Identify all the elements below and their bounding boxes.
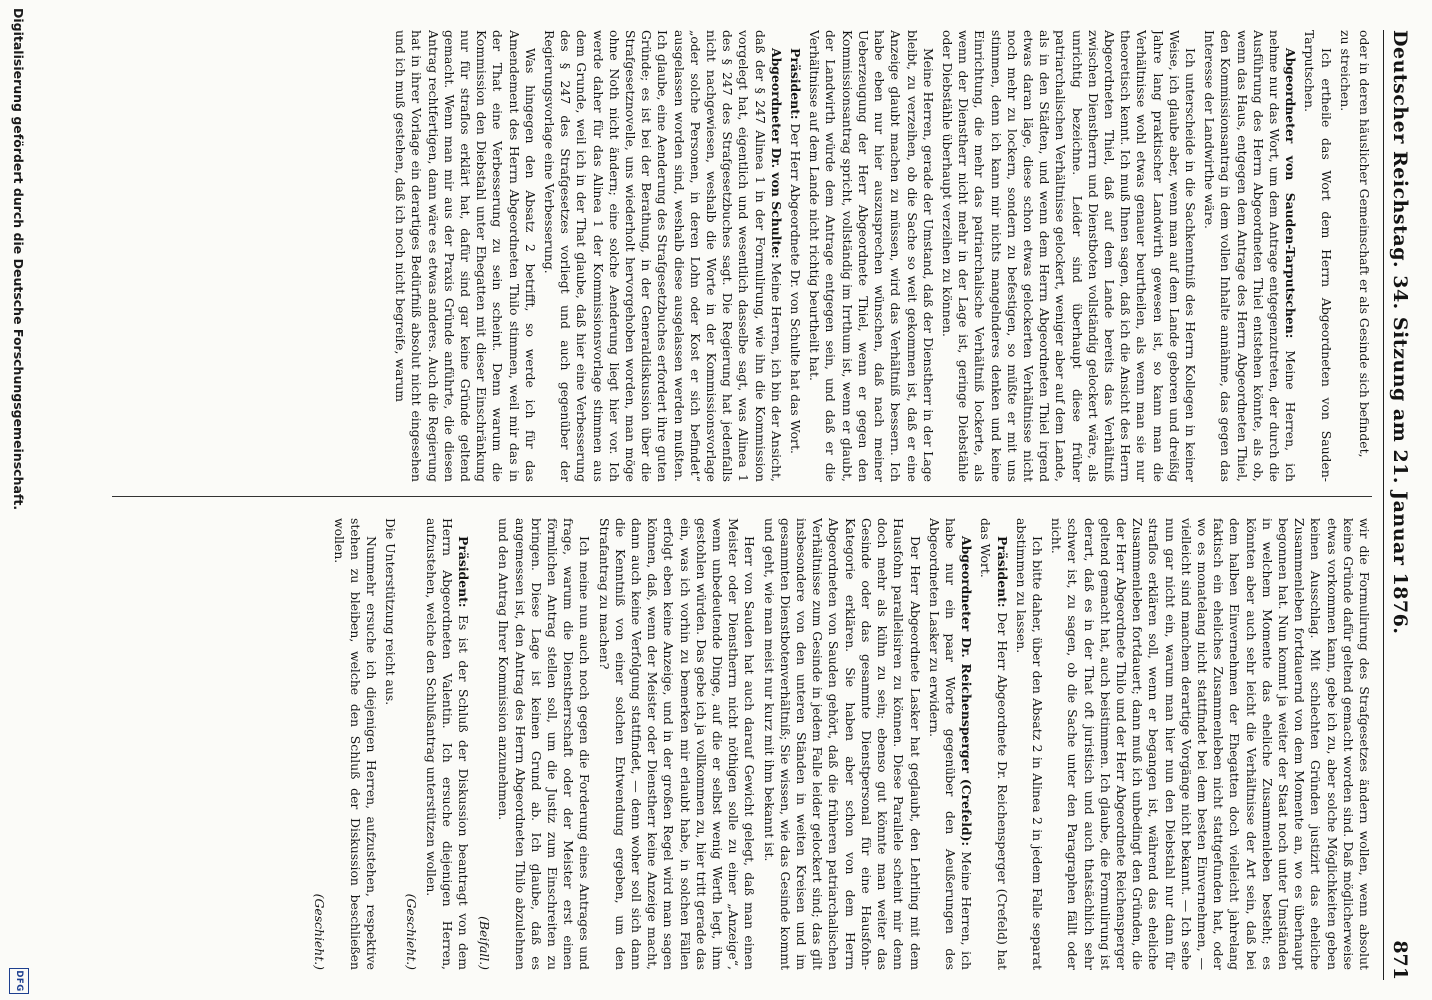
column-divider — [112, 496, 1372, 497]
right-column — [112, 518, 1372, 970]
paragraph — [1356, 30, 1372, 482]
paragraph — [1301, 30, 1333, 482]
paragraph-text: Es ist der Schluß der Diskussion beantragt von dem Herrn Abgeordneten Valentin. Ich ersuche diejenigen Herren, aufzustehen, welche den Schlußantrag unterstützen wollen. — [423, 518, 472, 970]
paragraph — [1201, 30, 1298, 482]
stage-direction: (Beifall.) — [477, 916, 493, 970]
paragraph — [422, 518, 471, 970]
paragraph-text: Der Herr Abgeordnete Lasker hat geglaubt, den Lehrling mit dem Hausfohn parallelisiren zu können. Diese Parallele scheint mir denn doch mehr als kühn zu sein; ebenso gut könnte man weiter das Gesinde oder das gesammte Dienstpersonal für eine Hausfohn-Kategorie erklären. Sie haben aber schon von dem Herrn Abgeordneten von Sauden gehört, daß die früheren patriarchalischen Verhältnisse zum Gesinde in jedem Falle leider gelockert sind; das gilt insbesondere von den unteren Ständen in weiten Kreisen und im gesammten Dienstbotenverhältniß; Sie wissen, wie das Gesinde kommt und geht, wie man meist nur kurz mit ihm bekannt ist. — [761, 518, 923, 970]
paragraph-text: Der Herr Abgeordnete Dr. von Schulte hat das Wort. — [788, 123, 804, 454]
paragraph — [595, 518, 757, 970]
paragraph — [926, 518, 975, 970]
speaker-name: Abgeordneter Dr. Reichensperger (Crefeld): — [959, 536, 975, 847]
paragraph — [382, 518, 398, 970]
stage-direction: (Geschieht.) — [312, 893, 328, 970]
header-title: Deutscher Reichstag. 34. Sitzung am 21. Januar 1876. — [1389, 30, 1411, 635]
paragraph-text: zu streichen. — [1337, 30, 1353, 112]
speaker-name: Präsident: — [456, 536, 472, 608]
stage-direction: (Geschieht.) — [404, 893, 420, 970]
paragraph — [495, 518, 592, 970]
paragraph-text: Ich ertheile das Wort dem Herrn Abgeordneten von Sauden-Tarputschen. — [1302, 30, 1334, 482]
paragraph-text: Meine Herren, ich habe nur ein paar Worte gegenüber den Aeußerungen des Abgeordneten Lasker zu erwidern. — [926, 518, 975, 970]
paragraph — [787, 30, 803, 482]
left-column — [112, 30, 1372, 482]
paragraph — [541, 30, 784, 482]
paragraph — [1013, 518, 1045, 970]
footer-credit: Digitalisierung gefördert durch die Deutsche Forschungsgemeinschaft. — [11, 8, 26, 511]
speaker-name: Abgeordneter von Sauden-Tarputschen: — [1283, 48, 1299, 339]
paragraph-text: Meine Herren, ich nehme nur das Wort, um dem Antrage entgegenzutreten, der durch die Ausführung des Herrn Abgeordneten Thiel entstehen könnte, als ob, wenn das Haus, entgegen dem Antrage des Herrn Abgeordneten Thiel, den Kommissionsantrag in dem vollen Inhalte annähme, das gegen das Interesse der Landwirthe wäre. — [1202, 30, 1299, 482]
paragraph-text: Was hingegen den Absatz 2 betrifft, so werde ich für das Amendement des Herrn Abgeordneten Thilo stimmen, weil mir das in der That eine Verbesserung zu sein scheint. Denn warum die Kommission den Diebstahl unter Ehegatten mit dieser Einschränkung nur für straflos erklärt hat, dafür sind gar keine Gründe geltend gemacht. Wenn man mir aus der Praxis Gründe anführte, die diesen Antrag rechtfertigen, dann wäre es etwas anderes. Auch die Regierung hat in ihrer Vorlage ein derartiges Bedürfniß absolut nicht eingesehen und ich muß gestehen, daß ich noch nicht begreife, warum — [393, 30, 538, 482]
paragraph-text: Meine Herren, gerade der Umstand, daß der Dienstherr in der Lage bleibt, zu verzeihen, ob die Sache so weit gekommen ist, daß er eine Anzeige glaubt machen zu müssen, wird das Verhältniß bessern. Ich habe eben nur hier auszusprechen wünschen, daß nach meiner Ueberzeugung der Herr Abgeordnete Thiel, wenn er gegen den Kommissionsantrag spricht, vollständig im Irrthum ist, wenn er glaubt, der Landwirth würde dem Antrage entgegen sein, und daß er die Verhältnisse auf dem Lande nicht richtig beurtheilt hat. — [807, 30, 936, 482]
paragraph-text: Die Unterstützung reicht aus. — [383, 518, 399, 706]
paragraph — [939, 30, 1198, 482]
paragraph-text: Meine Herren, ich bin der Ansicht, daß der § 247 Alinea 1 in der Formulirung, wie ihn die Kommission vorgelegt hat, eigentlich und wesentlich dasselbe sagt, was Alinea 1 des § 247 des Strafgesetzbuches sagt. Die Regierung hat jedenfalls nicht nachgewiesen, weshalb die Worte in der Kommissionsvorlage „oder solche Personen, in deren Lohn oder Kost er sich befindet“ ausgelassen worden sind, weshalb diese ausgelassen werden mußten. Ich glaube, eine Aenderung des Strafgesetzbuches erfordert ihre guten Gründe; es ist bei der Berathung, in der Generaldiskussion über die Strafgesetznovelle, uns wiederholt hervorgehoben worden, man möge ohne Noth nicht ändern; eine solche Aenderung liegt hier vor. Ich werde daher für das Alinea 1 der Kommissionsvorlage stimmen aus dem Grunde, weil ich in der That glaube, daß hier eine Verbesserung des § 247 des Strafgesetzes vorliegt und auch gegenüber der Regierungsvorlage eine Verbesserung. — [542, 30, 784, 482]
speaker-name: Abgeordneter Dr. von Schulte: — [768, 48, 784, 259]
paragraph — [1337, 30, 1353, 482]
paragraph — [977, 518, 1009, 970]
paragraph-text: oder in deren häuslicher Gemeinschaft er als Gesinde sich befindet, — [1357, 30, 1372, 458]
speaker-name: Präsident: — [788, 48, 804, 120]
speaker-name: Präsident: — [994, 536, 1010, 608]
footer — [6, 0, 32, 1000]
paragraph-text: Ich bitte daher, über den Absatz 2 in Alinea 2 in jedem Falle separat abstimmen zu lassen. — [1013, 518, 1045, 970]
page-header — [1383, 30, 1414, 980]
paragraph — [1048, 518, 1372, 970]
paragraph — [392, 30, 538, 482]
page-number: 871 — [1389, 940, 1411, 980]
paragraph-text: Ich unterscheide in die Sachkenntniß des Herrn Kollegen in keiner Weise, ich glaube aber, wenn man auf dem Lande geboren und dreißig Jahre lang praktischer Landwirth gewesen ist, so kann man die Verhältnisse wohl etwas genauer beurtheilen, als wenn man sie nur theoretisch kennt. Ich muß Ihnen sagen, daß ich die Ansicht des Herrn Abgeordneten Thiel, daß auf dem Lande bereits das Verhältniß zwischen Dienstherrn und Dienstboten vollständig gelockert wäre, als unrichtig bezeichne. Leider sind überhaupt diese früher patriarchalischen Verhältnisse gelockert, weniger aber auf dem Lande, als in den Städten, und wenn dem Herrn Abgeordneten Thiel irgend etwas daran läge, diese schon etwas gelockerten Verhältnisse nicht noch mehr zu lockern, sondern zu befestigen, so müßte er mit uns stimmen, denn ich kann mir nichts mangelnderes denken und keine Einrichtung, die mehr das patriarchalische Verhältniß lockerte, als wenn der Dienstherr nicht mehr in der Lage ist, geringe Diebstähle oder Diebstähle überhaupt verzeihen zu können. — [939, 30, 1198, 482]
paragraph — [330, 518, 379, 970]
paragraph-text: Nunmehr ersuche ich diejenigen Herren, aufzustehen, respektive stehen zu bleiben, welche den Schluß der Diskussion beschließen wollen. — [331, 518, 380, 970]
paragraph-text: Der Herr Abgeordnete Dr. Reichensperger (Crefeld) hat das Wort. — [978, 518, 1010, 970]
paragraph-text: wir die Formulirung des Strafgesetzes ändern wollen, wenn absolut keine Gründe dafür geltend gemacht worden sind. Daß möglicherweise etwas vorkommen kann, gebe ich zu, aber solche Möglichkeiten geben keinen Ausschlag. Mit schlechten Gründen justizirt das eheliche Zusammenleben fortdauernd von dem Momente an, wo es überhaupt begonnen hat. Nun kommt ja weiter der Staat noch unter Umständen in welchem Momente das eheliche Zusammenleben besteht; es könnten aber auch sehr leicht die Verhältnisse der Art sein, daß bei dem halben Einvernehmen der Ehegatten doch vielleicht jahrelang faktisch ein eheliches Zusammenleben nicht stattgefunden hat, oder wo es monatelang nicht stattfindet bei dem besten Einvernehmen, — vielleicht sind manchem derartige Vorgänge nicht bekannt. — Ich sehe nun gar nicht ein, warum man hier nun den Diebstahl nur dann für straflos erklären soll, wenn er begangen ist, während das eheliche Zusammenleben fortdauert; dann muß ich unbedingt den Gründen, die der Herr Abgeordnete Thilo und der Herr Abgeordnete Reichensperger geltend gemacht hat, auch beistimmen. Ich glaube, die Formulirung ist derart, daß es in der That oft juristisch und auch thatsächlich sehr schwer ist, zu sagen, ob die Sache unter den Paragraphen fällt oder nicht. — [1049, 518, 1372, 970]
paragraph-text: Herr von Sauden hat auch darauf Gewicht gelegt, daß man einen Meister oder Dienstherrn nicht nöthigen solle zu einer „Anzeige“, wenn unbedeutende Dinge, auf die er selbst wenig Werth legt, ihm gestohlen würden. Das gebe ich ja vollkommen zu, hier tritt gerade das ein, was ich vorhin zu bemerken mir erlaubt habe, in solchen Fällen erfolgt eben keine Anzeige, und in der großen Regel wird man sagen können, daß, wenn der Meister oder Dienstherr keine Anzeige macht, dann auch keine Verfolgung stattfindet, — denn woher soll sich dann die Kenntniß von einer solchen Entwendung ergeben, um den Strafantrag zu machen? — [596, 518, 758, 970]
paragraph — [806, 30, 936, 482]
paragraph-text: Ich meine nun auch noch gegen die Forderung eines Antrages und frage, warum die Dienstherrschaft oder der Meister erst einen förmlichen Antrag stellen soll, um die Justiz zum Einschreiten zu bringen. Diese Lage ist keinen Grund ab. Ich glaube, daß es angemessen ist, den Antrag des Herrn Abgeordneten Thilo abzulehnen und den Antrag Ihrer Kommission anzunehmen. — [496, 518, 593, 970]
dfg-logo-icon: DFG — [9, 968, 29, 994]
paragraph — [760, 518, 922, 970]
